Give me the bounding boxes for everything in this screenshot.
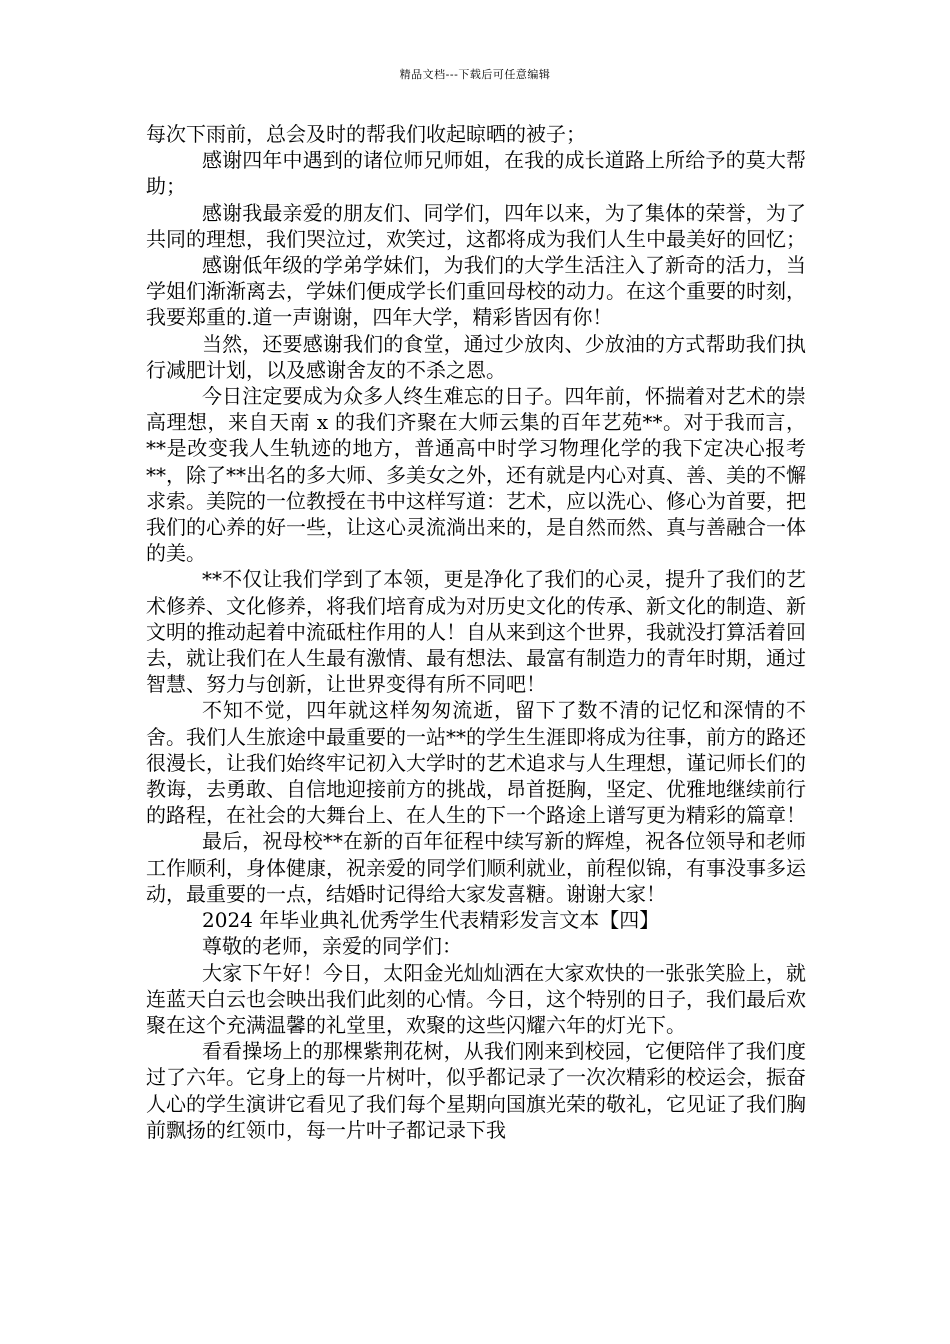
paragraph: 不知不觉，四年就这样匆匆流逝，留下了数不清的记忆和深情的不舍。我们人生旅途中最重要的一站**的学生生涯即将成为往事，前方的路还很漫长，让我们始终牢记初入大学时的艺术追求与人生理想，谨记师长们的教诲，去勇敢、自信地迎接前方的挑战，昂首挺胸，坚定、优雅地继续前行的路程，在社会的大舞台上、在人生的下一个路途上谱写更为精彩的篇章！: [146, 698, 806, 828]
paragraph: 最后，祝母校**在新的百年征程中续写新的辉煌，祝各位领导和老师工作顺利，身体健康，祝亲爱的同学们顺利就业，前程似锦，有事没事多运动，最重要的一点，结婚时记得给大家发喜糖。谢谢大家！: [146, 829, 806, 906]
paragraph: 感谢我最亲爱的朋友们、同学们，四年以来，为了集体的荣誉，为了共同的理想，我们哭泣过，欢笑过，这都将成为我们人生中最美好的回忆；: [146, 200, 806, 251]
paragraph: 今日注定要成为众多人终生难忘的日子。四年前，怀揣着对艺术的崇高理想，来自天南 x 的我们齐聚在大师云集的百年艺苑**。对于我而言，**是改变我人生轨迹的地方，普通高中时学习物理化学的我下定决心报考**，除了**出名的多大师、多美女之外，还有就是内心对真、善、美的不懈求索。美院的一位教授在书中这样写道：艺术，应以洗心、修心为首要，把我们的心养的好一些，让这心灵流淌出来的，是自然而然、真与善融合一体的美。: [146, 384, 806, 566]
paragraph: 每次下雨前，总会及时的帮我们收起晾晒的被子；: [146, 122, 586, 146]
paragraph: 大家下午好！今日，太阳金光灿灿洒在大家欢快的一张张笑脸上，就连蓝天白云也会映出我们此刻的心情。今日，这个特别的日子，我们最后欢聚在这个充满温馨的礼堂里，欢聚的这些闪耀六年的灯光下。: [146, 960, 806, 1037]
document-body: [146, 121, 806, 1143]
paragraph: 当然，还要感谢我们的食堂，通过少放肉、少放油的方式帮助我们执行减肥计划，以及感谢舍友的不杀之恩。: [146, 331, 806, 382]
paragraph: 感谢低年级的学弟学妹们，为我们的大学生活注入了新奇的活力，当学姐们渐渐离去，学妹们便成学长们重回母校的动力。在这个重要的时刻，我要郑重的.道一声谢谢，四年大学，精彩皆因有你！: [146, 253, 806, 330]
paragraph: **不仅让我们学到了本领，更是净化了我们的心灵，提升了我们的艺术修养、文化修养，将我们培育成为对历史文化的传承、新文化的制造、新文明的推动起着中流砥柱作用的人！自从来到这个世界，我就没打算活着回去，就让我们在人生最有激情、最有想法、最富有制造力的青年时期，通过智慧、努力与创新，让世界变得有所不同吧！: [146, 567, 806, 697]
paragraph: 感谢四年中遇到的诸位师兄师姐，在我的成长道路上所给予的莫大帮助；: [146, 148, 806, 199]
page-header: 精品文档---下载后可任意编辑: [399, 68, 551, 81]
paragraph: 看看操场上的那棵紫荆花树，从我们刚来到校园，它便陪伴了我们度过了六年。它身上的每一片树叶，似乎都记录了一次次精彩的校运会，振奋人心的学生演讲它看见了我们每个星期向国旗光荣的敬礼，它见证了我们胸前飘扬的红领巾，每一片叶子都记录下我: [146, 1039, 806, 1142]
section-heading: 2024 年毕业典礼优秀学生代表精彩发言文本【四】: [202, 908, 660, 933]
salutation: 尊敬的老师，亲爱的同学们：: [202, 934, 462, 959]
